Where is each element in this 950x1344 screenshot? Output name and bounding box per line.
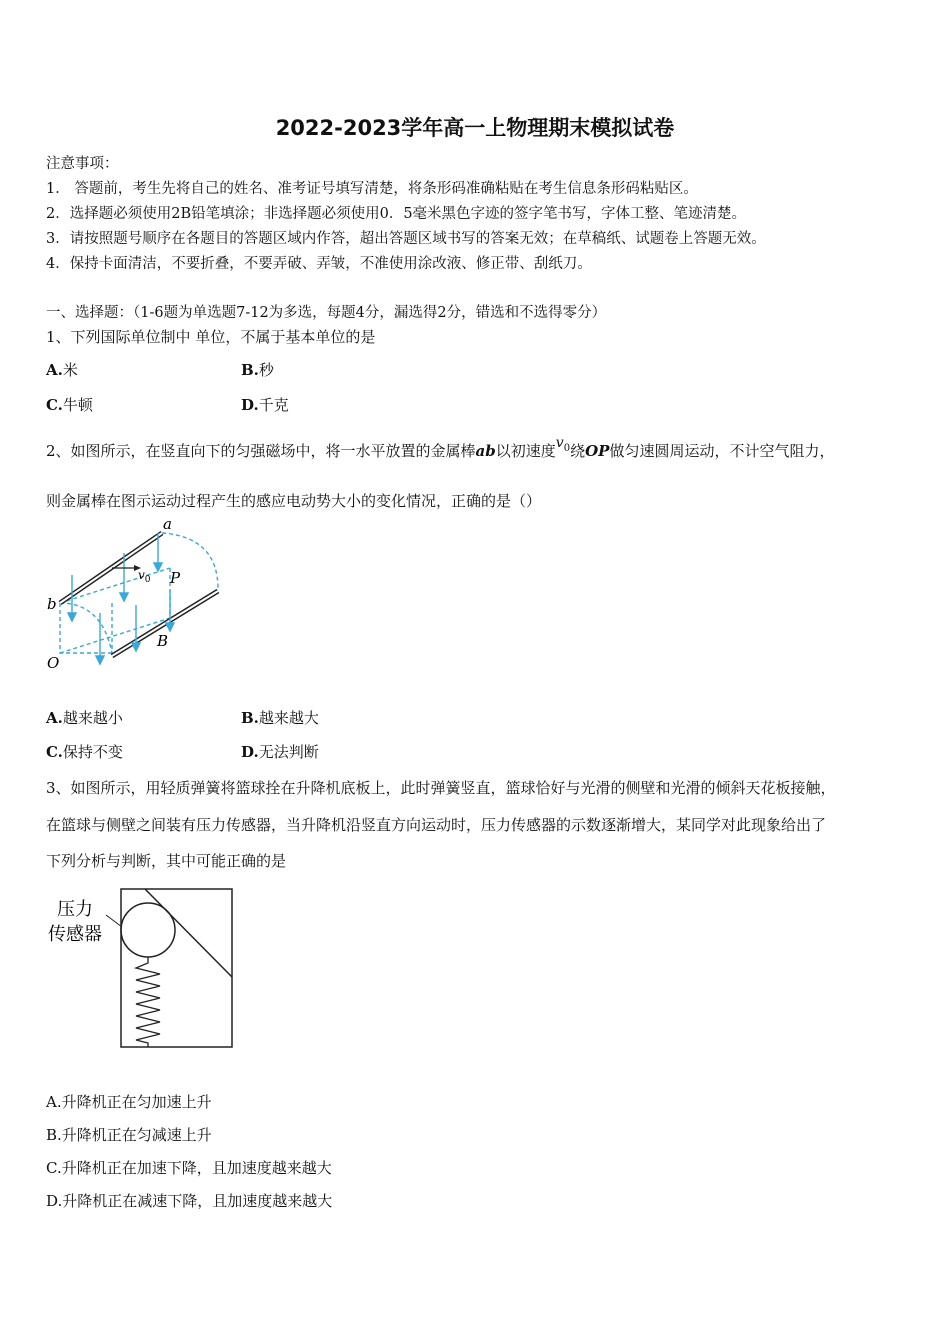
field-arrow-head	[166, 623, 174, 631]
notice-item: 4．保持卡面清洁，不要折叠，不要弄破、弄皱，不准使用涂改液、修正带、刮纸刀。	[46, 256, 592, 272]
field-arrow-head	[96, 656, 104, 664]
rod-ab-highlight	[60, 533, 162, 603]
label-O: O	[47, 654, 60, 672]
basketball	[121, 903, 175, 957]
page-title: 2022-2023学年高一上物理期末模拟试卷	[275, 116, 675, 140]
q3-stem-line3: 下列分析与判断，其中可能正确的是	[46, 852, 287, 870]
q1-stem: 1、下列国际单位制中 单位，不属于基本单位的是	[46, 328, 376, 346]
q2-option-a: A.越来越小	[46, 709, 123, 727]
notice-heading: 注意事项：	[46, 156, 119, 172]
label-B: B	[157, 632, 169, 650]
q2-option-d: D.无法判断	[241, 743, 319, 761]
field-arrow-head	[154, 563, 162, 571]
notice-item: 2．选择题必须使用2B铅笔填涂；非选择题必须使用0．5毫米黑色字迹的签字笔书写，字体工整、笔迹清楚。	[46, 206, 747, 222]
q1-option-a: A.米	[46, 361, 78, 379]
q1-option-c: C.牛顿	[46, 396, 93, 414]
q1-option-d: D.千克	[241, 396, 289, 414]
q3-option-d: D.升降机正在减速下降，且加速度越来越大	[46, 1192, 333, 1210]
q1-option-b: B.秒	[241, 361, 274, 379]
field-arrow-head	[68, 613, 76, 621]
inclined-ceiling	[145, 889, 232, 977]
q2-option-b: B.越来越大	[241, 709, 319, 727]
sensor-label-line2: 传感器	[48, 924, 102, 945]
field-arrow-head	[132, 643, 140, 651]
q3-stem-line1: 3、如图所示，用轻质弹簧将篮球拴在升降机底板上，此时弹簧竖直，篮球恰好与光滑的侧壁和光滑的倾斜天花板接触，	[46, 779, 836, 797]
dashed-arc	[60, 603, 112, 653]
q2-stem-line2: 则金属棒在图示运动过程产生的感应电动势大小的变化情况，正确的是（）	[46, 492, 542, 510]
q3-option-c: C.升降机正在加速下降，且加速度越来越大	[46, 1159, 332, 1177]
q2-figure	[40, 515, 240, 675]
q3-stem-line2: 在篮球与侧壁之间装有压力传感器，当升降机沿竖直方向运动时，压力传感器的示数逐渐增大，某同学对此现象给出了	[46, 816, 827, 834]
q3-option-b: B.升降机正在匀减速上升	[46, 1126, 212, 1144]
q2-stem: 2、如图所示，在竖直向下的匀强磁场中，将一水平放置的金属棒ab以初速度$v_0$绕OP做匀速圆周运动，不计空气阻力，	[46, 435, 835, 460]
label-b: b	[47, 595, 57, 613]
q2-option-c: C.保持不变	[46, 743, 123, 761]
dashed-frame	[60, 603, 112, 653]
spring	[136, 957, 160, 1047]
label-v0: $v_0$	[138, 568, 151, 585]
notice-item: 3．请按照题号顺序在各题目的答题区域内作答，超出答题区域书写的答案无效；在草稿纸、试题卷上答题无效。	[46, 231, 766, 247]
sensor-pointer	[106, 915, 122, 927]
v0-symbol: $v_0$	[555, 435, 571, 454]
q3-option-a: A.升降机正在匀加速上升	[46, 1093, 212, 1111]
label-P: P	[170, 569, 181, 587]
dashed-frame	[60, 568, 170, 603]
q3-figure	[40, 885, 240, 1055]
section-heading: 一、选择题：（1-6题为单选题7-12为多选，每题4分，漏选得2分，错选和不选得零分）	[46, 305, 607, 321]
sensor-label-line1: 压力	[57, 899, 93, 920]
label-a: a	[163, 515, 172, 533]
dashed-frame	[60, 618, 170, 653]
notice-item: 1． 答题前，考生先将自己的姓名、准考证号填写清楚，将条形码准确粘贴在考生信息条形码粘贴区。	[46, 181, 698, 197]
field-arrow-head	[120, 593, 128, 601]
